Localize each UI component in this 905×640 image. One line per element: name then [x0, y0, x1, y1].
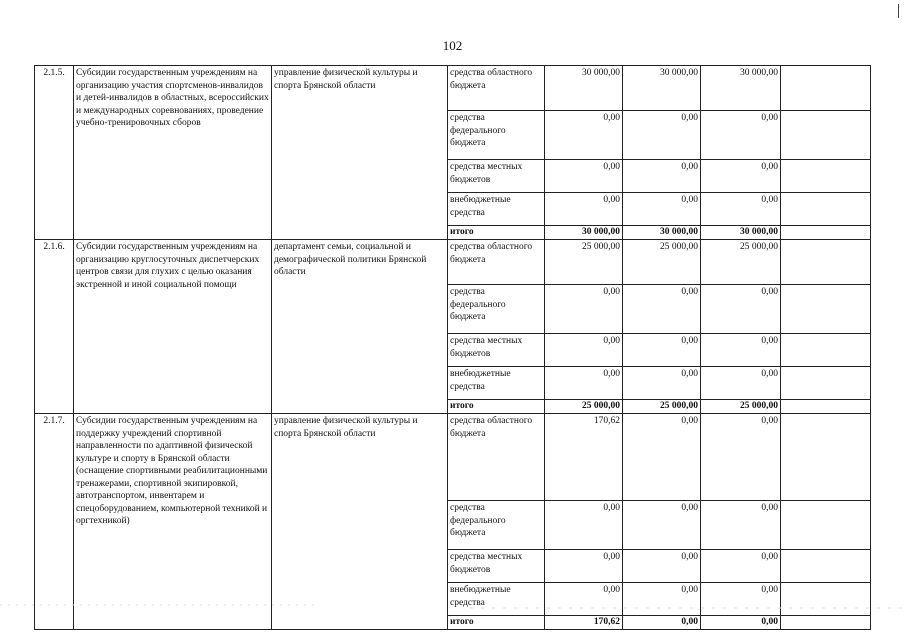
amount-cell: 25 000,00	[701, 400, 781, 414]
section-executor: управление физической культуры и спорта Брянской области	[272, 414, 448, 630]
empty-cell	[781, 501, 871, 550]
amount-cell: 0,00	[701, 285, 781, 334]
amount-cell: 0,00	[545, 193, 623, 226]
amount-cell: 0,00	[701, 111, 781, 160]
section-name: Субсидии государственным учреждениям на поддержку учреждений спортивной направленности по адаптивной физической культуре и спорту в Брянской области (оснащение спортивными реабилитационными тренажерами, спортивной экипировкой, автотранспортом, инвентарем и спецоборудованием, компьютерной техникой и оргтехникой)	[74, 414, 272, 630]
funding-source: средства областного бюджета	[448, 66, 545, 111]
table-row	[35, 414, 871, 501]
amount-cell: 0,00	[701, 414, 781, 501]
amount-cell: 30 000,00	[623, 226, 701, 240]
funding-source: средства местных бюджетов	[448, 160, 545, 193]
amount-cell: 0,00	[623, 334, 701, 367]
section-name: Субсидии государственным учреждениям на организацию круглосуточных диспетчерских центров связи для глухих с целью оказания экстренной и иной социальной помощи	[74, 240, 272, 414]
amount-cell: 30 000,00	[545, 66, 623, 111]
amount-cell: 0,00	[623, 160, 701, 193]
section-code: 2.1.6.	[35, 240, 74, 414]
section-executor: управление физической культуры и спорта Брянской области	[272, 66, 448, 240]
section-code: 2.1.7.	[35, 414, 74, 630]
empty-cell	[781, 414, 871, 501]
empty-cell	[781, 226, 871, 240]
amount-cell: 30 000,00	[545, 226, 623, 240]
funding-source: средства федерального бюджета	[448, 501, 545, 550]
empty-cell	[781, 66, 871, 111]
funding-source: внебюджетные средства	[448, 367, 545, 400]
scan-noise	[0, 602, 905, 612]
page-number: 102	[442, 38, 463, 53]
empty-cell	[781, 285, 871, 334]
table-row	[35, 240, 871, 285]
amount-cell: 25 000,00	[545, 240, 623, 285]
amount-cell: 25 000,00	[701, 240, 781, 285]
amount-cell: 0,00	[545, 583, 623, 616]
amount-cell: 25 000,00	[623, 240, 701, 285]
budget-table	[34, 65, 871, 630]
amount-cell: 0,00	[623, 193, 701, 226]
amount-cell: 0,00	[701, 160, 781, 193]
funding-source: итого	[448, 400, 545, 414]
amount-cell: 0,00	[701, 616, 781, 630]
amount-cell: 0,00	[623, 550, 701, 583]
empty-cell	[781, 111, 871, 160]
funding-source: внебюджетные средства	[448, 193, 545, 226]
amount-cell: 0,00	[701, 367, 781, 400]
amount-cell: 0,00	[545, 334, 623, 367]
funding-source: внебюджетные средства	[448, 583, 545, 616]
scan-edge-mark	[898, 4, 899, 18]
funding-source: средства областного бюджета	[448, 240, 545, 285]
amount-cell: 0,00	[545, 501, 623, 550]
table-row	[35, 66, 871, 111]
amount-cell: 0,00	[545, 367, 623, 400]
amount-cell: 0,00	[623, 616, 701, 630]
section-code: 2.1.5.	[35, 66, 74, 240]
amount-cell: 0,00	[701, 583, 781, 616]
empty-cell	[781, 616, 871, 630]
section-name: Субсидии государственным учреждениям на организацию участия спортсменов-инвалидов и детей-инвалидов в областных, всероссийских и международных соревнованиях, проведение учебно-тренировочных сборов	[74, 66, 272, 240]
section-executor: департамент семьи, социальной и демографической политики Брянской области	[272, 240, 448, 414]
funding-source: средства областного бюджета	[448, 414, 545, 501]
funding-source: итого	[448, 226, 545, 240]
amount-cell: 0,00	[623, 285, 701, 334]
amount-cell: 0,00	[701, 193, 781, 226]
funding-source: средства местных бюджетов	[448, 550, 545, 583]
empty-cell	[781, 550, 871, 583]
amount-cell: 25 000,00	[623, 400, 701, 414]
amount-cell: 170,62	[545, 414, 623, 501]
amount-cell: 0,00	[545, 111, 623, 160]
amount-cell: 0,00	[545, 285, 623, 334]
funding-source: средства федерального бюджета	[448, 111, 545, 160]
amount-cell: 0,00	[545, 550, 623, 583]
funding-source: средства федерального бюджета	[448, 285, 545, 334]
table-body	[35, 66, 871, 630]
amount-cell: 0,00	[623, 583, 701, 616]
amount-cell: 30 000,00	[701, 66, 781, 111]
amount-cell: 0,00	[701, 334, 781, 367]
empty-cell	[781, 334, 871, 367]
amount-cell: 0,00	[623, 414, 701, 501]
empty-cell	[781, 400, 871, 414]
amount-cell: 170,62	[545, 616, 623, 630]
empty-cell	[781, 160, 871, 193]
empty-cell	[781, 367, 871, 400]
funding-source: итого	[448, 616, 545, 630]
amount-cell: 0,00	[623, 111, 701, 160]
amount-cell: 0,00	[623, 367, 701, 400]
empty-cell	[781, 240, 871, 285]
amount-cell: 0,00	[701, 501, 781, 550]
empty-cell	[781, 193, 871, 226]
amount-cell: 30 000,00	[623, 66, 701, 111]
funding-source: средства местных бюджетов	[448, 334, 545, 367]
amount-cell: 0,00	[623, 501, 701, 550]
amount-cell: 25 000,00	[545, 400, 623, 414]
amount-cell: 30 000,00	[701, 226, 781, 240]
amount-cell: 0,00	[545, 160, 623, 193]
amount-cell: 0,00	[701, 550, 781, 583]
